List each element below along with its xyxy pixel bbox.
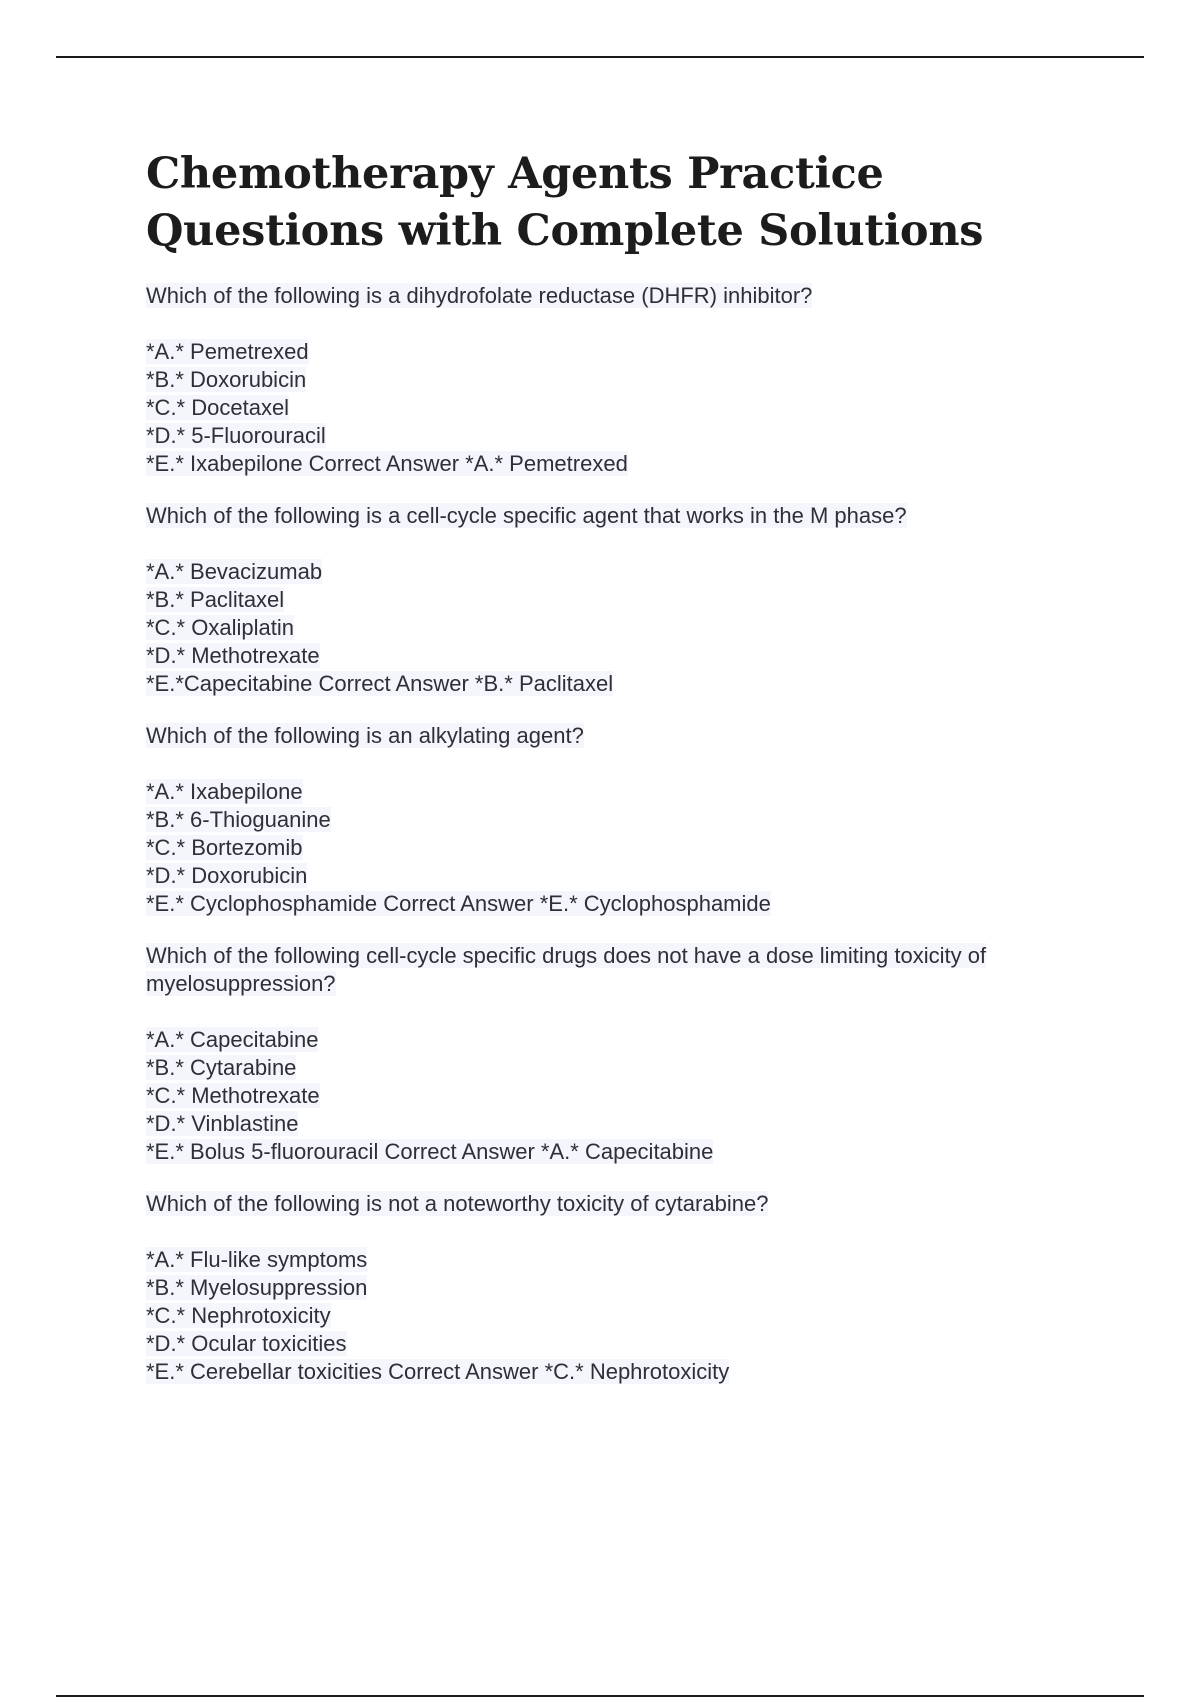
answer-option: [146, 834, 1086, 862]
answer-option-text: *E.* Cyclophosphamide Correct Answer *E.* Cyclophosphamide: [146, 891, 771, 916]
answer-option-text: *A.* Pemetrexed: [146, 339, 309, 364]
answer-option: [146, 862, 1086, 890]
answer-option: [146, 366, 1086, 394]
answer-options: [146, 778, 1086, 918]
answer-option-text: *D.* Methotrexate: [146, 643, 320, 668]
answer-option-text: *A.* Ixabepilone: [146, 779, 303, 804]
answer-option: [146, 1358, 1086, 1386]
answer-option: [146, 1246, 1086, 1274]
answer-option-text: *A.* Capecitabine: [146, 1027, 319, 1052]
answer-option: [146, 806, 1086, 834]
question-block: [146, 942, 1086, 1166]
question-list: [146, 282, 1086, 1386]
answer-option-text: *C.* Docetaxel: [146, 395, 290, 420]
answer-option-text: *E.* Ixabepilone Correct Answer *A.* Pemetrexed: [146, 451, 628, 476]
answer-option: [146, 1274, 1086, 1302]
question-text: [146, 722, 1086, 750]
answer-option-text: *D.* Vinblastine: [146, 1111, 299, 1136]
question-text-content: Which of the following is not a noteworthy toxicity of cytarabine?: [146, 1191, 769, 1216]
question-text-content: Which of the following is a dihydrofolate reductase (DHFR) inhibitor?: [146, 283, 813, 308]
answer-option-text: *B.* 6-Thioguanine: [146, 807, 331, 832]
answer-option: [146, 1138, 1086, 1166]
question-text: [146, 282, 1086, 310]
answer-option-text: *E.* Bolus 5-fluorouracil Correct Answer *A.* Capecitabine: [146, 1139, 714, 1164]
answer-option-text: *C.* Nephrotoxicity: [146, 1303, 331, 1328]
answer-options: [146, 558, 1086, 698]
question-block: [146, 722, 1086, 918]
answer-option: [146, 1330, 1086, 1358]
answer-option: [146, 394, 1086, 422]
answer-option: [146, 422, 1086, 450]
question-text: [146, 1190, 1086, 1218]
answer-option: [146, 1054, 1086, 1082]
answer-option-text: *E.* Cerebellar toxicities Correct Answer *C.* Nephrotoxicity: [146, 1359, 730, 1384]
answer-options: [146, 338, 1086, 478]
answer-option-text: *B.* Doxorubicin: [146, 367, 307, 392]
answer-option-text: *A.* Bevacizumab: [146, 559, 323, 584]
answer-option: [146, 450, 1086, 478]
question-text: [146, 942, 1086, 998]
answer-options: [146, 1026, 1086, 1166]
document-content: [146, 146, 1086, 1410]
question-block: [146, 282, 1086, 478]
answer-option-text: *D.* Doxorubicin: [146, 863, 308, 888]
answer-option-text: *C.* Bortezomib: [146, 835, 303, 860]
answer-option: [146, 1026, 1086, 1054]
answer-option-text: *D.* 5-Fluorouracil: [146, 423, 326, 448]
answer-option-text: *B.* Myelosuppression: [146, 1275, 368, 1300]
answer-option: [146, 642, 1086, 670]
bottom-rule: [56, 1695, 1144, 1697]
answer-option-text: *B.* Paclitaxel: [146, 587, 285, 612]
answer-option: [146, 586, 1086, 614]
answer-option: [146, 338, 1086, 366]
question-text-content: Which of the following is a cell-cycle specific agent that works in the M phase?: [146, 503, 907, 528]
answer-option-text: *D.* Ocular toxicities: [146, 1331, 347, 1356]
document-title: Chemotherapy Agents Practice Questions with Complete Solutions: [146, 149, 984, 256]
answer-option-text: *E.*Capecitabine Correct Answer *B.* Paclitaxel: [146, 671, 614, 696]
answer-option: [146, 1302, 1086, 1330]
answer-option-text: *C.* Oxaliplatin: [146, 615, 294, 640]
answer-option: [146, 890, 1086, 918]
answer-option: [146, 1082, 1086, 1110]
question-block: [146, 502, 1086, 698]
top-rule: [56, 56, 1144, 58]
answer-option: [146, 558, 1086, 586]
question-text-content: Which of the following cell-cycle specific drugs does not have a dose limiting toxicity of myelosuppression?: [146, 943, 987, 996]
answer-option-text: *C.* Methotrexate: [146, 1083, 320, 1108]
answer-option-text: *A.* Flu-like symptoms: [146, 1247, 368, 1272]
question-text-content: Which of the following is an alkylating agent?: [146, 723, 584, 748]
answer-option: [146, 670, 1086, 698]
question-text: [146, 502, 1086, 530]
answer-option: [146, 614, 1086, 642]
answer-options: [146, 1246, 1086, 1386]
question-block: [146, 1190, 1086, 1386]
answer-option-text: *B.* Cytarabine: [146, 1055, 297, 1080]
answer-option: [146, 1110, 1086, 1138]
answer-option: [146, 778, 1086, 806]
